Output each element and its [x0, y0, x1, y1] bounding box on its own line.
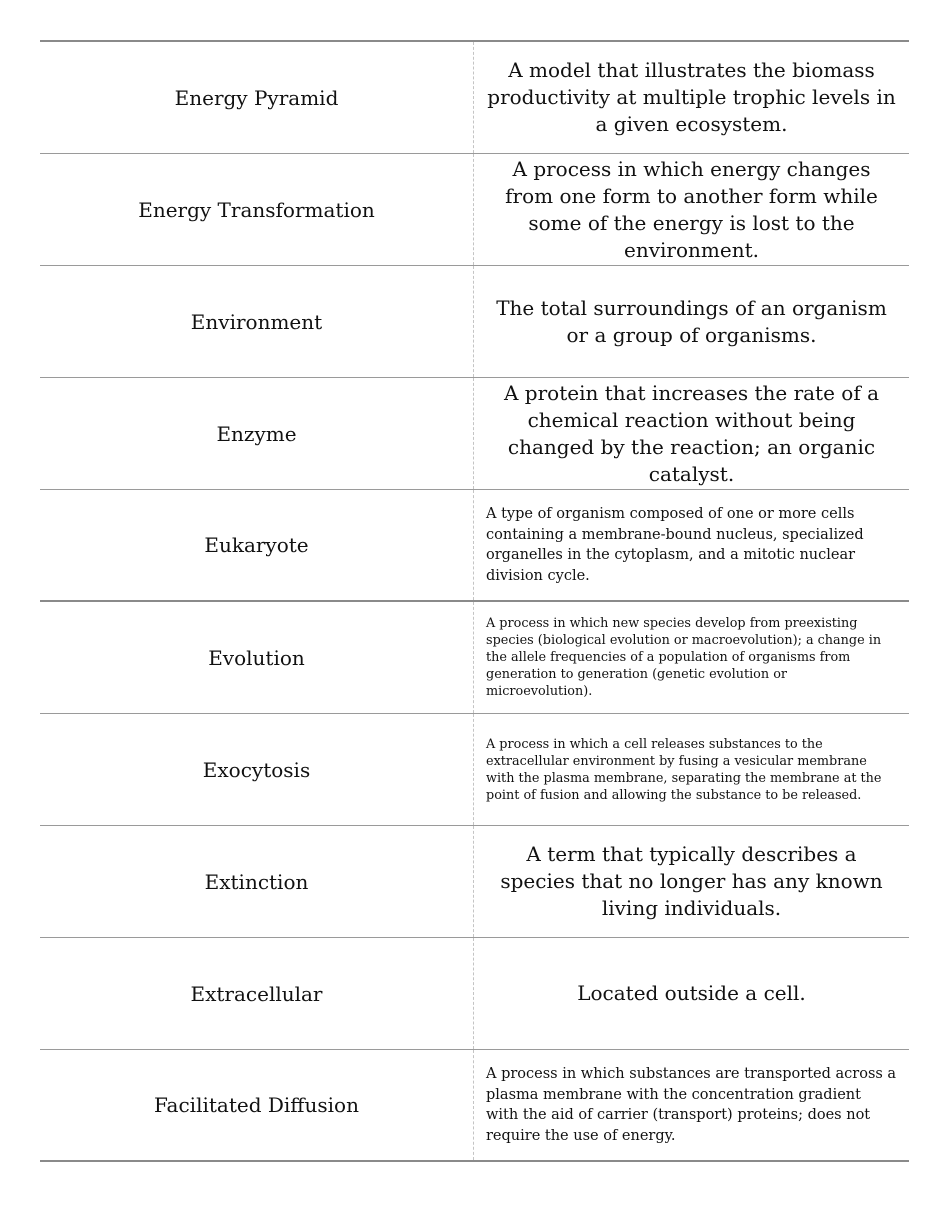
definition-text: A process in which a cell releases substances to the extracellular environment by fusing a vesicular membrane with the plasma membrane, separating the membrane at the point of fusion and allowing the substance to be released. [486, 736, 882, 803]
term-label: Evolution [208, 645, 305, 670]
card-row [40, 266, 909, 378]
definition-text: A protein that increases the rate of a chemical reaction without being changed by the reaction; an organic catalyst. [503, 380, 880, 486]
definition-cell [474, 490, 909, 600]
term-label: Extinction [204, 869, 309, 894]
definition-text: The total surroundings of an organism or a group of organisms. [496, 295, 887, 347]
term-cell [40, 154, 474, 265]
term-cell [40, 826, 474, 937]
definition-cell [474, 602, 909, 713]
definition-cell [474, 378, 909, 489]
definition-text: A process in which new species develop from preexisting species (biological evolution or macroevolution); a change in the allele frequencies of a population of organisms from generation to generation (genetic evolution or microevolution). [486, 616, 882, 699]
card-row [40, 378, 909, 490]
term-label: Environment [190, 309, 323, 334]
term-label: Enzyme [216, 421, 297, 446]
term-cell [40, 490, 474, 600]
definition-cell [474, 1050, 909, 1160]
term-cell [40, 378, 474, 489]
definition-text: A process in which energy changes from one form to another form while some of the energy is lost to the environment. [505, 156, 878, 262]
term-label: Exocytosis [202, 757, 311, 782]
definition-text: A model that illustrates the biomass productivity at multiple trophic levels in a given ecosystem. [487, 58, 896, 136]
card-row [40, 154, 909, 266]
definition-text: A type of organism composed of one or more cells containing a membrane-bound nucleus, specialized organelles in the cytoplasm, and a mitotic nuclear division cycle. [486, 506, 864, 584]
card-row [40, 490, 909, 602]
definition-cell [474, 938, 909, 1049]
term-cell [40, 266, 474, 377]
card-row [40, 42, 909, 154]
card-row [40, 1050, 909, 1162]
definition-text: Located outside a cell. [577, 981, 806, 1005]
term-cell [40, 714, 474, 825]
definition-text: A term that typically describes a species that no longer has any known living individuals. [500, 842, 883, 920]
card-row [40, 602, 909, 714]
definition-cell [474, 42, 909, 153]
term-label: Energy Pyramid [174, 85, 339, 110]
definition-text: A process in which substances are transported across a plasma membrane with the concentration gradient with the aid of carrier (transport) proteins; does not require the use of energy. [486, 1066, 897, 1144]
term-label: Facilitated Diffusion [154, 1093, 359, 1117]
definition-cell [474, 266, 909, 377]
definition-cell [474, 154, 909, 265]
flashcard-sheet [40, 40, 909, 1162]
card-row [40, 938, 909, 1050]
term-cell [40, 1050, 474, 1160]
term-cell [40, 42, 474, 153]
term-label: Eukaryote [204, 533, 309, 557]
definition-cell [474, 714, 909, 825]
term-cell [40, 602, 474, 713]
definition-cell [474, 826, 909, 937]
card-row [40, 826, 909, 938]
term-label: Extracellular [190, 981, 323, 1006]
term-cell [40, 938, 474, 1049]
term-label: Energy Transformation [138, 197, 375, 222]
card-row [40, 714, 909, 826]
